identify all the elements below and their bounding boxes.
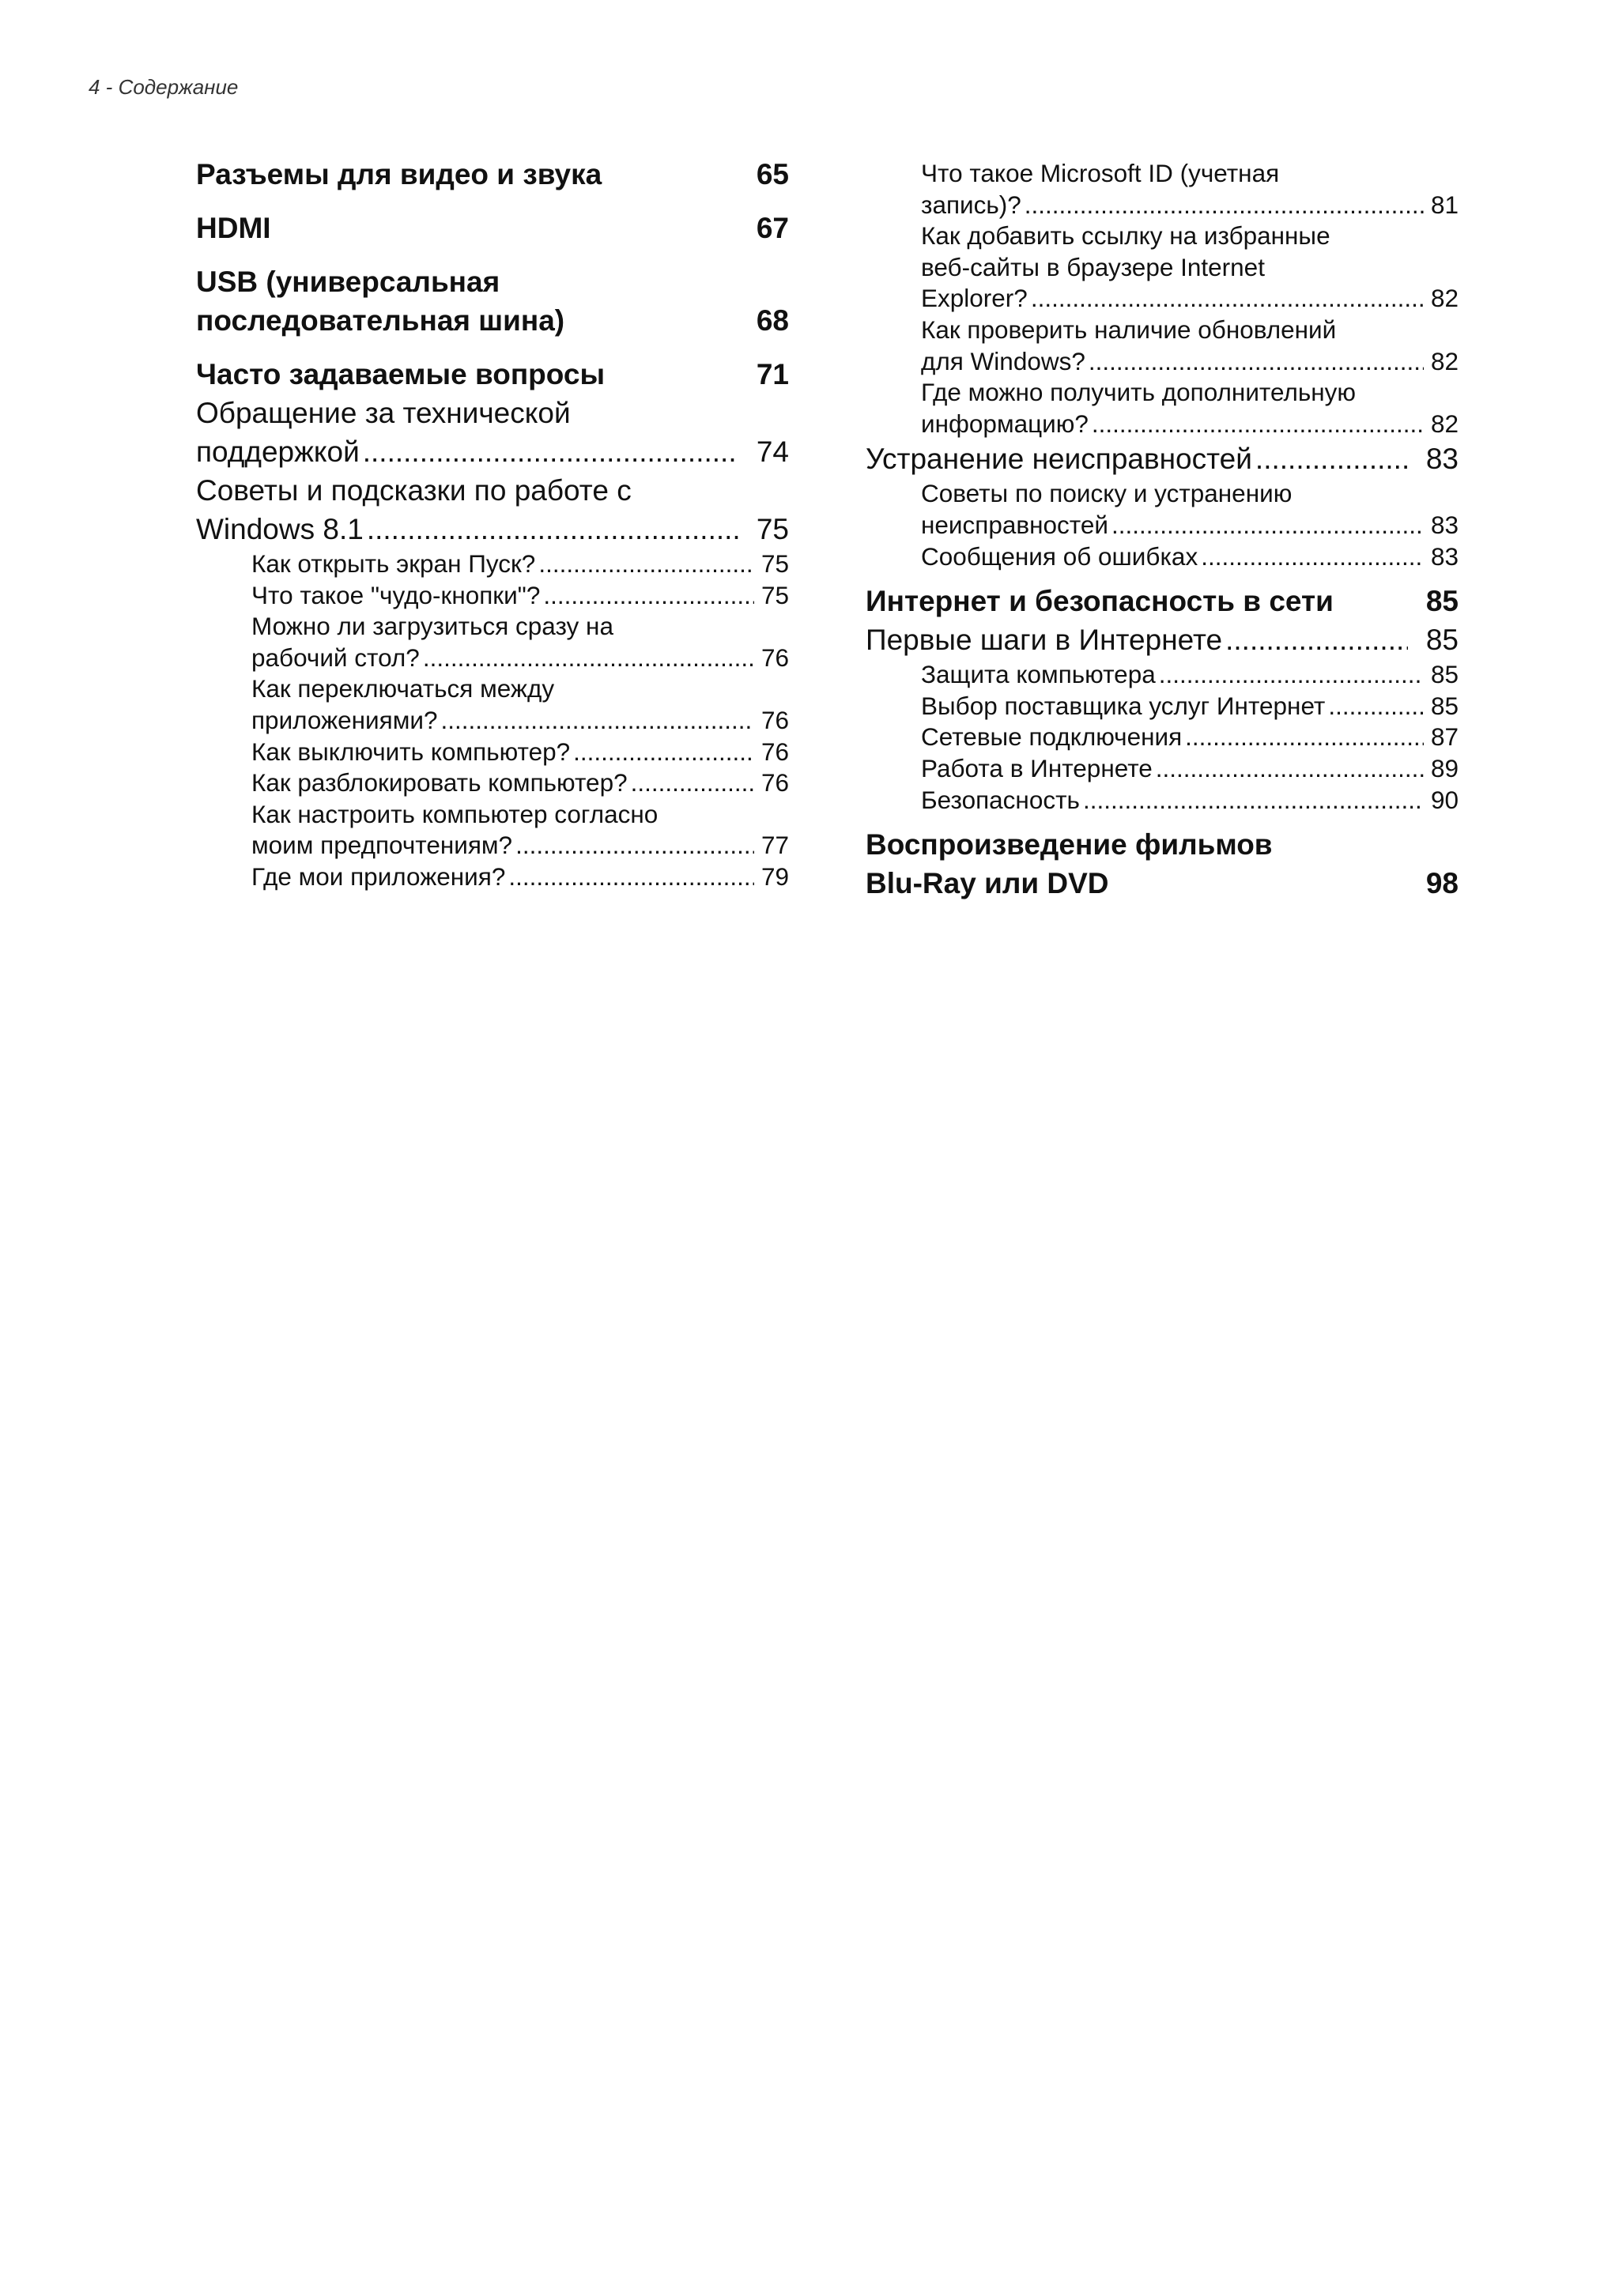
toc-entry-title-line: запись)? [921, 190, 1021, 219]
toc-entry-title-line: неисправностей [921, 510, 1108, 539]
running-head: 4 - Содержание [89, 75, 239, 99]
dot-leader [423, 643, 754, 674]
toc-page-number: 82 [1430, 284, 1459, 313]
toc-entry-title-line: Обращение за технической [196, 397, 571, 429]
toc-left-column [196, 155, 789, 893]
toc-entry-title-line: Что такое "чудо-кнопки"? [251, 580, 541, 609]
toc-entry[interactable] [196, 737, 789, 768]
dot-leader [631, 767, 754, 799]
toc-right-column [866, 158, 1459, 903]
dot-leader [1092, 409, 1424, 440]
toc-entry[interactable] [866, 722, 1459, 753]
toc-entry[interactable] [866, 158, 1459, 221]
toc-entry-title-line: последовательная шина) [196, 304, 565, 337]
toc-entry[interactable] [196, 155, 789, 194]
toc-entry[interactable] [866, 691, 1459, 722]
dot-leader [538, 549, 754, 580]
toc-entry-title-line: Как разблокировать компьютер? [251, 768, 628, 797]
toc-entry[interactable] [196, 673, 789, 736]
dot-leader [508, 861, 754, 893]
toc-entry[interactable] [196, 262, 789, 340]
toc-entry-title-line: веб-сайты в браузере Internet [921, 252, 1265, 281]
toc-entry-title-line: Как настроить компьютер согласно [251, 799, 659, 828]
toc-entry-title-line: USB (универсальная [196, 266, 500, 298]
toc-entry[interactable] [866, 541, 1459, 573]
toc-page-number: 85 [1430, 660, 1459, 689]
toc-entry[interactable] [196, 549, 789, 580]
toc-entry[interactable] [196, 767, 789, 799]
toc-entry[interactable] [866, 659, 1459, 691]
toc-entry-title-line: для Windows? [921, 346, 1085, 375]
dot-leader [1031, 283, 1424, 315]
dot-leader [1156, 753, 1424, 785]
toc-page-number: 79 [760, 861, 789, 891]
toc-entry[interactable] [196, 580, 789, 612]
toc-page-number: 75 [756, 513, 789, 545]
toc-entry[interactable] [196, 611, 789, 673]
toc-entry-title-line: Воспроизведение фильмов [866, 828, 1273, 861]
toc-page-number: 83 [1430, 541, 1459, 571]
dot-leader [573, 737, 754, 768]
toc-entry[interactable] [866, 315, 1459, 377]
toc-page-number: 89 [1430, 753, 1459, 782]
dot-leader [1159, 659, 1424, 691]
toc-entry-title-line: моим предпочтениям? [251, 831, 513, 860]
toc-entry-title-line: Что такое Microsoft ID (учетная [921, 159, 1280, 187]
toc-entry-title-line: HDMI [196, 212, 271, 244]
toc-page-number: 82 [1430, 409, 1459, 438]
toc-entry-title-line: поддержкой [196, 435, 360, 468]
dot-leader [1201, 541, 1424, 573]
toc-entry-title-line: Как проверить наличие обновлений [921, 315, 1337, 344]
toc-entry[interactable] [196, 799, 789, 861]
toc-entry-title-line: приложениями? [251, 705, 438, 734]
dot-leader [1225, 620, 1408, 659]
toc-page-number: 82 [1430, 346, 1459, 375]
toc-entry-title-line: Можно ли загрузиться сразу на [251, 612, 613, 641]
toc-page-number: 85 [1425, 585, 1459, 618]
toc-entry[interactable] [866, 478, 1459, 541]
toc-entry-title-line: рабочий стол? [251, 643, 420, 672]
dot-leader [1111, 510, 1424, 541]
toc-page-number: 83 [1430, 510, 1459, 539]
toc-entry[interactable] [196, 394, 789, 471]
toc-page-number: 65 [756, 158, 789, 190]
toc-page-number: 67 [756, 212, 789, 244]
toc-page-number: 77 [760, 831, 789, 860]
toc-entry-title-line: Первые шаги в Интернете [866, 624, 1223, 657]
toc-entry[interactable] [196, 355, 789, 394]
toc-page-number: 76 [760, 705, 789, 734]
toc-entry-title-line: Разъемы для видео и звука [196, 158, 602, 190]
toc-page-number: 90 [1430, 785, 1459, 814]
toc-entry-title-line: Где мои приложения? [251, 861, 506, 891]
dot-leader [367, 510, 738, 549]
toc-page-number: 83 [1425, 443, 1459, 476]
toc-page-number: 76 [760, 737, 789, 766]
toc-page-number: 71 [756, 358, 789, 390]
toc-page-number: 74 [756, 435, 789, 468]
toc-entry-title-line: Советы и подсказки по работе с [196, 474, 632, 507]
toc-entry-title-line: Как выключить компьютер? [251, 737, 571, 766]
toc-entry-title-line: Работа в Интернете [921, 753, 1153, 782]
toc-entry-title-line: Сообщения об ошибках [921, 541, 1198, 571]
dot-leader [440, 705, 754, 737]
toc-entry[interactable] [866, 582, 1459, 620]
toc-entry-title-line: Windows 8.1 [196, 513, 364, 545]
toc-page-number: 68 [756, 304, 789, 337]
toc-page-number: 98 [1425, 867, 1459, 900]
dot-leader [1255, 439, 1408, 478]
toc-entry-title-line: информацию? [921, 409, 1089, 438]
toc-entry[interactable] [866, 377, 1459, 439]
toc-entry-title-line: Часто задаваемые вопросы [196, 358, 606, 390]
toc-entry-title-line: Защита компьютера [921, 660, 1156, 689]
toc-page-number: 87 [1430, 722, 1459, 752]
toc-entry-title-line: Устранение неисправностей [866, 443, 1252, 476]
dot-leader [543, 580, 754, 612]
toc-page-number: 81 [1430, 190, 1459, 219]
dot-leader [1185, 722, 1424, 753]
dot-leader [1089, 346, 1424, 378]
toc-page-number: 75 [760, 549, 789, 578]
toc-entry[interactable] [866, 439, 1459, 478]
toc-page-number: 76 [760, 643, 789, 672]
toc-entry-title-line: Blu-Ray или DVD [866, 867, 1109, 900]
toc-entry-title-line: Выбор поставщика услуг Интернет [921, 691, 1326, 720]
dot-leader [1083, 785, 1424, 816]
toc-entry[interactable] [866, 221, 1459, 315]
toc-entry-title-line: Советы по поиску и устранению [921, 479, 1293, 508]
toc-page-number: 85 [1425, 624, 1459, 657]
toc-entry[interactable] [866, 825, 1459, 903]
toc-entry-title-line: Сетевые подключения [921, 722, 1183, 752]
dot-leader [363, 432, 738, 471]
toc-entry[interactable] [866, 620, 1459, 659]
toc-entry-title-line: Explorer? [921, 284, 1028, 313]
toc-entry[interactable] [196, 209, 789, 247]
toc-entry[interactable] [866, 753, 1459, 785]
toc-entry-title-line: Где можно получить дополнительную [921, 378, 1357, 407]
toc-entry[interactable] [196, 861, 789, 893]
toc-entry[interactable] [196, 471, 789, 549]
toc-entry-title-line: Как добавить ссылку на избранные [921, 221, 1330, 251]
toc-entry-title-line: Как открыть экран Пуск? [251, 549, 536, 578]
toc-entry-title-line: Безопасность [921, 785, 1080, 814]
dot-leader [1025, 190, 1424, 221]
toc-entry[interactable] [866, 785, 1459, 816]
toc-page-number: 76 [760, 768, 789, 797]
dot-leader [515, 830, 754, 861]
dot-leader [1328, 691, 1424, 722]
toc-page-number: 75 [760, 580, 789, 609]
toc-page-number: 85 [1430, 691, 1459, 720]
toc-entry-title-line: Как переключаться между [251, 674, 555, 703]
toc-entry-title-line: Интернет и безопасность в сети [866, 585, 1334, 618]
